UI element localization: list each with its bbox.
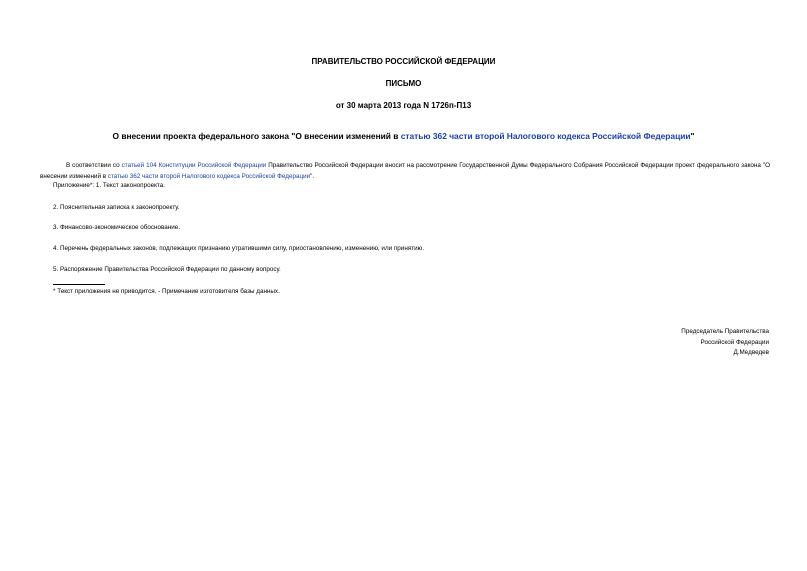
signature-title: Председатель Правительства [681, 328, 769, 335]
issuer-heading: ПРАВИТЕЛЬСТВО РОССИЙСКОЙ ФЕДЕРАЦИИ [311, 57, 496, 66]
paragraph-text-a: В соответствии со [66, 162, 122, 169]
signature-name: Д.Медведев [733, 349, 769, 356]
appendix-item-4: 4. Перечень федеральных законов, подлежащих признанию утратившими силу, приостановлению, изменению, или принятию. [53, 245, 425, 252]
constitution-article-link[interactable]: статьей 104 Конституции Российской Федерации [121, 162, 267, 169]
footnote: * Текст приложения не приводится. - Примечание изготовителя базы данных. [53, 288, 280, 295]
appendix-item-5: 5. Распоряжение Правительства Российской Федерации по данному вопросу. [53, 266, 281, 273]
subject-suffix: " [690, 131, 695, 141]
document-type: ПИСЬМО [385, 79, 422, 88]
subject-prefix: О внесении проекта федерального закона "О внесении изменений в [112, 131, 401, 141]
main-paragraph [40, 161, 770, 182]
tax-code-article-link[interactable]: статью 362 части второй Налогового кодекса Российской Федерации [107, 172, 311, 180]
document-date-number: от 30 марта 2013 года N 1726п-П13 [335, 101, 472, 110]
appendix-item-3: 3. Финансово-экономическое обоснование. [53, 224, 180, 231]
appendix-item-2: 2. Пояснительная записка к законопроекту. [53, 204, 180, 211]
appendix-item-1: Приложение*: 1. Текст законопроекта. [53, 182, 165, 189]
subject-law-link[interactable]: статью 362 части второй Налогового кодекса Российской Федерации [400, 131, 691, 141]
footnote-divider [53, 284, 105, 285]
paragraph-text-c: ". [310, 172, 315, 180]
paragraph-text-b: Правительство Российской Федерации вносит на рассмотрение Государственной Думы Федерального Собрания Российской Федерации проект федерального закона "О внесении изменений в [40, 162, 770, 180]
document-subject [0, 131, 807, 141]
signature-org: Российской Федерации [700, 339, 769, 346]
